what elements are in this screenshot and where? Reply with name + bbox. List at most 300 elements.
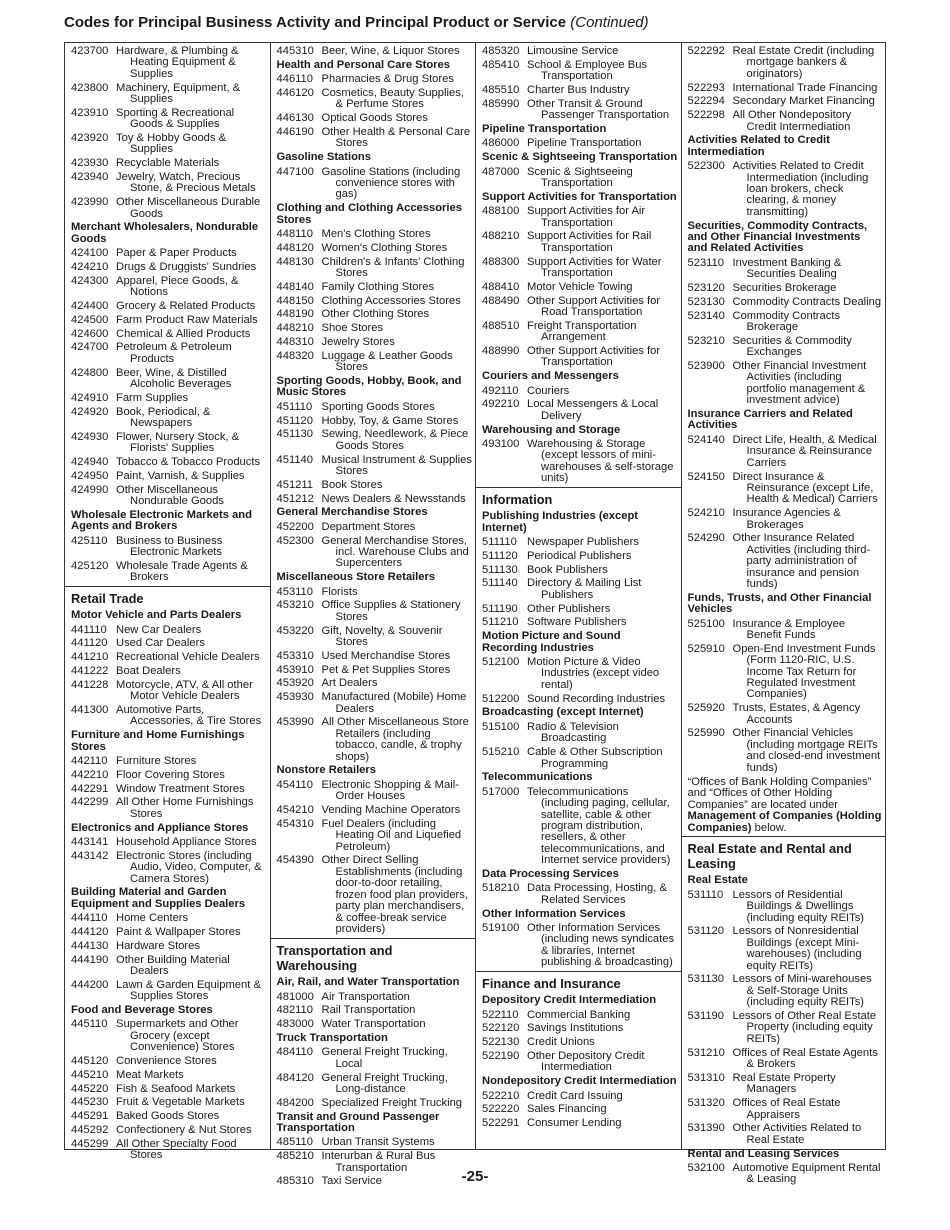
naics-code: 444190 xyxy=(71,953,109,966)
subsector-heading: Broadcasting (except Internet) xyxy=(482,706,644,719)
activity-description: Other Health & Personal Care Stores xyxy=(321,126,471,150)
naics-code: 522291 xyxy=(482,1117,520,1130)
code-entry xyxy=(277,494,473,505)
code-entry xyxy=(71,980,267,1003)
activity-description: Cable & Other Subscription Programming xyxy=(527,746,663,770)
naics-code: 454210 xyxy=(276,804,314,817)
subsector-heading: Food and Beverage Stores xyxy=(71,1004,213,1017)
naics-code: 522130 xyxy=(482,1036,520,1049)
code-entry xyxy=(482,923,678,969)
code-entry xyxy=(71,368,267,391)
naics-code: 423910 xyxy=(71,106,109,119)
naics-code: 424500 xyxy=(71,313,109,326)
naics-code: 522298 xyxy=(687,109,725,122)
activity-description: Real Estate Credit (including mortgage bankers & originators) xyxy=(732,45,875,80)
naics-code: 488990 xyxy=(482,345,520,358)
subsector-heading: Furniture and Home Furnishings Stores xyxy=(71,729,245,753)
naics-code: 523210 xyxy=(687,334,725,347)
code-entry xyxy=(71,1097,267,1108)
subsector-heading: Gasoline Stations xyxy=(276,151,371,164)
code-entry xyxy=(71,797,267,820)
activity-description: Jewelry Stores xyxy=(321,336,395,349)
sector-heading: Transportation and Warehousing xyxy=(271,938,476,973)
title-continued: (Continued) xyxy=(570,14,649,31)
code-entry xyxy=(277,855,473,935)
activity-description: Beer, Wine, & Liquor Stores xyxy=(321,45,460,57)
code-entry xyxy=(482,578,678,601)
code-entry xyxy=(688,890,883,924)
naics-code: 423920 xyxy=(71,132,109,145)
code-entry xyxy=(688,508,883,531)
naics-code: 481000 xyxy=(276,990,314,1003)
code-entry xyxy=(277,402,473,413)
code-entry xyxy=(277,243,473,254)
naics-code: 523120 xyxy=(687,282,725,295)
activity-description: Gasoline Stations (including convenience stores with gas) xyxy=(321,165,461,201)
naics-code: 523110 xyxy=(687,256,725,269)
naics-code: 511110 xyxy=(482,536,517,549)
code-entry xyxy=(277,780,473,803)
naics-code: 445292 xyxy=(71,1124,109,1137)
activity-description: Lessors of Mini-warehouses & Self-Storage Units (including equity REITs) xyxy=(732,973,872,1009)
activity-description: Lessors of Other Real Estate Property (including equity REITs) xyxy=(732,1010,877,1045)
naics-code: 511120 xyxy=(482,549,518,562)
sector-heading: Information xyxy=(476,487,681,507)
activity-description: Software Publishers xyxy=(527,616,627,629)
code-entry xyxy=(277,992,473,1003)
naics-code: 446110 xyxy=(276,73,314,86)
subsector-heading: Activities Related to Credit Intermediation xyxy=(687,134,830,158)
naics-code: 511210 xyxy=(482,616,519,629)
activity-description: Direct Insurance & Reinsurance (except Life, Health & Medical) Carriers xyxy=(732,470,878,506)
activity-description: Automotive Parts, Accessories, & Tire Stores xyxy=(116,704,262,728)
naics-code: 484200 xyxy=(276,1096,314,1109)
activity-description: Electronic Shopping & Mail-Order Houses xyxy=(321,778,459,803)
column-1 xyxy=(64,43,270,1162)
activity-description: Specialized Freight Trucking xyxy=(321,1096,463,1109)
subsector-heading: Merchant Wholesalers, Nondurable Goods xyxy=(71,221,259,245)
code-entry xyxy=(277,587,473,598)
code-entry xyxy=(71,46,267,80)
code-entry xyxy=(688,361,883,407)
code-entry xyxy=(71,837,267,848)
naics-code: 524290 xyxy=(687,532,725,545)
subsector-heading: Motion Picture and Sound Recording Industries xyxy=(482,630,621,654)
code-entry xyxy=(277,1137,473,1148)
activity-description: Electronic Stores (including Audio, Video, Computer, & Camera Stores) xyxy=(116,849,262,885)
code-entry xyxy=(482,167,678,190)
code-entry xyxy=(277,665,473,676)
code-entry xyxy=(688,728,883,774)
naics-code: 524210 xyxy=(687,507,725,520)
subsector-heading: Real Estate xyxy=(687,874,748,887)
code-entry xyxy=(71,315,267,326)
page-title xyxy=(64,14,649,31)
naics-code: 522210 xyxy=(482,1089,520,1102)
naics-code: 524140 xyxy=(687,433,725,446)
naics-code: 525990 xyxy=(687,727,725,740)
naics-code: 441110 xyxy=(71,623,107,636)
code-entry xyxy=(482,1051,678,1074)
activity-description: Other Transit & Ground Passenger Transportation xyxy=(527,97,670,122)
activity-description: Clothing Accessories Stores xyxy=(321,294,461,307)
code-entry xyxy=(277,296,473,307)
naics-code: 441120 xyxy=(71,637,108,650)
activity-description: Other Insurance Related Activities (including third-party administration of insurance and pension funds) xyxy=(732,532,871,590)
code-entry xyxy=(277,1005,473,1016)
naics-code: 448130 xyxy=(276,255,314,268)
code-entry xyxy=(277,309,473,320)
naics-code: 448140 xyxy=(276,280,314,293)
activity-description: Farm Supplies xyxy=(116,391,189,404)
naics-code: 445291 xyxy=(71,1110,109,1123)
code-entry xyxy=(482,747,678,770)
subsector-heading: Support Activities for Transportation xyxy=(482,190,677,203)
naics-code: 524150 xyxy=(687,470,725,483)
naics-code: 531320 xyxy=(687,1097,725,1110)
code-entry xyxy=(482,565,678,576)
code-entry xyxy=(688,926,883,972)
subsector-heading: Warehousing and Storage xyxy=(482,423,621,436)
naics-code: 443142 xyxy=(71,849,109,862)
naics-code: 488410 xyxy=(482,280,520,293)
activity-description: Boat Dealers xyxy=(116,665,181,678)
activity-description: Department Stores xyxy=(321,520,416,533)
code-entry xyxy=(277,229,473,240)
activity-description: Insurance Agencies & Brokerages xyxy=(732,507,841,531)
subsector-heading: Scenic & Sightseeing Transportation xyxy=(482,151,678,164)
activity-description: Real Estate Property Managers xyxy=(732,1071,836,1096)
code-entry xyxy=(482,399,678,422)
naics-code: 511190 xyxy=(482,602,518,615)
activity-description: Securities Brokerage xyxy=(732,282,837,295)
naics-code: 442110 xyxy=(71,755,108,768)
naics-code: 424910 xyxy=(71,391,109,404)
code-entry xyxy=(688,311,883,334)
code-entry xyxy=(277,416,473,427)
naics-code: 443141 xyxy=(71,836,109,849)
naics-code: 531310 xyxy=(687,1071,725,1084)
code-entry xyxy=(482,722,678,745)
code-entry xyxy=(482,1023,678,1034)
naics-code: 452200 xyxy=(276,520,314,533)
naics-code: 424700 xyxy=(71,341,109,354)
activity-description: Florists xyxy=(321,585,358,598)
activity-description: Luggage & Leather Goods Stores xyxy=(321,349,453,374)
activity-description: Rail Transportation xyxy=(321,1004,416,1017)
naics-code: 531390 xyxy=(687,1122,725,1135)
code-entry xyxy=(688,258,883,281)
subsector-heading: Pipeline Transportation xyxy=(482,123,607,135)
code-entry xyxy=(688,161,883,218)
activity-description: Directory & Mailing List Publishers xyxy=(527,577,642,601)
activity-description: Support Activities for Rail Transportation xyxy=(527,230,652,254)
code-entry xyxy=(277,805,473,816)
naics-code: 446130 xyxy=(276,112,314,125)
naics-code: 444200 xyxy=(71,978,109,991)
naics-code: 442210 xyxy=(71,768,109,781)
code-entry xyxy=(71,1070,267,1081)
activity-description: Trusts, Estates, & Agency Accounts xyxy=(732,702,861,726)
subsector-heading: Electronics and Appliance Stores xyxy=(71,821,249,834)
naics-code: 453910 xyxy=(276,663,314,676)
activity-description: Air Transportation xyxy=(321,990,410,1003)
activity-description: Confectionery & Nut Stores xyxy=(116,1124,252,1137)
activity-description: Office Supplies & Stationery Stores xyxy=(321,599,461,623)
activity-description: Periodical Publishers xyxy=(527,549,632,562)
code-entry xyxy=(71,561,267,584)
code-entry xyxy=(71,197,267,220)
code-entry xyxy=(482,321,678,344)
activity-description: Activities Related to Credit Intermediation (including loan brokers, check clearing, & money transmitting) xyxy=(732,160,869,218)
code-entry xyxy=(71,407,267,430)
naics-code: 515210 xyxy=(482,746,520,759)
code-entry xyxy=(71,1084,267,1095)
naics-code: 448120 xyxy=(276,241,314,254)
subsector-heading: Transit and Ground Passenger Transportation xyxy=(276,1110,440,1134)
code-entry xyxy=(482,296,678,319)
naics-code: 454310 xyxy=(276,817,314,830)
activity-description: Commodity Contracts Dealing xyxy=(732,295,882,308)
activity-description: Lawn & Garden Equipment & Supplies Stores xyxy=(116,978,261,1003)
code-entry xyxy=(482,439,678,485)
subsector-heading: Couriers and Messengers xyxy=(482,370,619,383)
naics-code: 488300 xyxy=(482,255,520,268)
subsector-heading: General Merchandise Stores xyxy=(276,506,428,519)
naics-code: 531210 xyxy=(687,1046,725,1059)
naics-code: 448150 xyxy=(276,294,314,307)
subsector-heading: Miscellaneous Store Retailers xyxy=(276,571,436,584)
code-entry xyxy=(71,638,267,649)
naics-code: 531190 xyxy=(687,1010,725,1023)
activity-description: Book Stores xyxy=(321,478,383,491)
naics-code: 522220 xyxy=(482,1103,520,1116)
naics-code: 424990 xyxy=(71,483,109,496)
code-entry xyxy=(71,625,267,636)
code-entry xyxy=(277,113,473,124)
activity-description: Open-End Investment Funds (Form 1120-RIC, U.S. Income Tax Return for Regulated Investment Companies) xyxy=(732,642,876,701)
activity-description: Lessors of Nonresidential Buildings (except Mini-warehouses) (including equity REITs) xyxy=(732,925,862,972)
naics-code: 441300 xyxy=(71,704,109,717)
code-entry xyxy=(482,1010,678,1021)
activity-description: Chemical & Allied Products xyxy=(116,327,251,340)
activity-description: Art Dealers xyxy=(321,677,378,690)
naics-code: 424940 xyxy=(71,456,109,469)
activity-description: Manufactured (Mobile) Home Dealers xyxy=(321,691,467,715)
code-entry xyxy=(277,1019,473,1030)
naics-code: 525920 xyxy=(687,702,725,715)
code-entry xyxy=(71,262,267,273)
naics-code: 523130 xyxy=(687,295,725,308)
activity-description: International Trade Financing xyxy=(732,81,878,94)
naics-code: 523140 xyxy=(687,309,725,322)
activity-description: Book Publishers xyxy=(527,563,608,576)
code-entry xyxy=(277,480,473,491)
code-entry xyxy=(688,83,883,94)
activity-description: Consumer Lending xyxy=(527,1117,622,1130)
activity-description: Sporting Goods Stores xyxy=(321,400,435,413)
naics-code: 446190 xyxy=(276,126,314,138)
code-entry xyxy=(482,46,678,57)
activity-description: General Freight Trucking, Local xyxy=(321,1046,448,1070)
code-entry xyxy=(482,883,678,906)
naics-code: 453920 xyxy=(276,677,314,690)
activity-description: New Car Dealers xyxy=(116,623,202,636)
code-entry xyxy=(482,694,678,705)
code-entry xyxy=(71,83,267,106)
naics-code: 442299 xyxy=(71,796,109,809)
naics-code: 423930 xyxy=(71,157,109,170)
naics-code: 451130 xyxy=(276,428,314,441)
subsector-heading: Nonstore Retailers xyxy=(276,764,376,777)
subsector-heading: Sporting Goods, Hobby, Book, and Music Stores xyxy=(276,375,462,399)
naics-code: 492210 xyxy=(482,398,520,411)
activity-description: Gift, Novelty, & Souvenir Stores xyxy=(321,624,443,649)
code-entry xyxy=(71,471,267,482)
subsector-heading: Motor Vehicle and Parts Dealers xyxy=(71,609,242,622)
code-entry xyxy=(71,941,267,952)
naics-code: 483000 xyxy=(276,1018,314,1031)
naics-code: 522294 xyxy=(687,95,725,108)
naics-code: 424800 xyxy=(71,366,109,379)
subsector-heading: Rental and Leasing Services xyxy=(687,1147,840,1160)
code-entry xyxy=(277,522,473,533)
code-entry xyxy=(482,604,678,615)
naics-code: 511140 xyxy=(482,577,518,590)
code-entry xyxy=(71,536,267,559)
activity-description: Other Miscellaneous Durable Goods xyxy=(116,196,261,220)
code-entry xyxy=(688,297,883,308)
activity-description: Savings Institutions xyxy=(527,1022,624,1035)
activity-description: Floor Covering Stores xyxy=(116,768,225,781)
activity-description: Newspaper Publishers xyxy=(527,536,639,549)
activity-description: Limousine Service xyxy=(527,45,619,57)
note-bold-text: Management of Companies (Holding Companies) xyxy=(687,810,882,834)
naics-code: 451110 xyxy=(276,400,313,413)
code-entry xyxy=(71,851,267,885)
activity-description: Home Centers xyxy=(116,912,189,925)
naics-code: 424920 xyxy=(71,405,109,418)
activity-description: News Dealers & Newsstands xyxy=(321,492,466,505)
code-entry xyxy=(277,717,473,763)
naics-code: 444130 xyxy=(71,939,109,952)
code-entry xyxy=(277,626,473,649)
naics-code: 453310 xyxy=(276,649,314,662)
code-entry xyxy=(71,329,267,340)
code-entry xyxy=(277,337,473,348)
activity-description: Women's Clothing Stores xyxy=(321,241,448,254)
activity-description: Insurance & Employee Benefit Funds xyxy=(732,617,846,641)
naics-code: 444120 xyxy=(71,926,109,939)
code-entry xyxy=(688,283,883,294)
code-entry xyxy=(71,432,267,455)
naics-code: 442291 xyxy=(71,782,109,795)
subsector-heading: Publishing Industries (except Internet) xyxy=(482,510,639,534)
code-entry xyxy=(277,46,473,57)
activity-description: Drugs & Druggists' Sundries xyxy=(116,261,257,274)
activity-description: Sound Recording Industries xyxy=(527,692,666,705)
activity-description: Other Direct Selling Establishments (including door-to-door retailing, frozen food plan providers, party plan merchandisers, & coffee-break service providers) xyxy=(321,854,468,935)
code-entry xyxy=(482,657,678,691)
naics-code: 485410 xyxy=(482,58,520,71)
naics-code: 448320 xyxy=(276,349,314,362)
activity-description: Other Financial Vehicles (including mortgage REITs and closed-end investment funds) xyxy=(732,727,881,774)
code-entry xyxy=(277,600,473,623)
naics-code: 423800 xyxy=(71,81,109,94)
activity-description: Sporting & Recreational Goods & Supplies xyxy=(116,106,235,131)
naics-code: 452300 xyxy=(276,534,314,547)
code-entry xyxy=(71,666,267,677)
code-entry xyxy=(277,1073,473,1096)
naics-code: 493100 xyxy=(482,438,520,451)
naics-code: 512200 xyxy=(482,692,520,705)
code-entry xyxy=(482,1091,678,1102)
code-entry xyxy=(71,248,267,259)
activity-description: Other Building Material Dealers xyxy=(116,953,230,978)
activity-description: Shoe Stores xyxy=(321,322,384,335)
code-entry xyxy=(482,138,678,149)
naics-code: 445230 xyxy=(71,1096,109,1109)
column-3 xyxy=(475,43,681,1149)
activity-description: Automotive Equipment Rental & Leasing xyxy=(732,1161,881,1186)
code-entry xyxy=(688,703,883,726)
naics-code: 485990 xyxy=(482,97,520,110)
page-number: -25- xyxy=(461,1168,489,1185)
code-entry xyxy=(482,282,678,293)
naics-code: 424300 xyxy=(71,274,109,287)
naics-code: 424210 xyxy=(71,261,109,274)
activity-description: Used Car Dealers xyxy=(116,637,205,650)
naics-code: 423700 xyxy=(71,45,109,57)
activity-description: General Merchandise Stores, incl. Warehouse Clubs and Supercenters xyxy=(321,534,469,570)
activity-description: Other Depository Credit Intermediation xyxy=(527,1049,645,1074)
activity-description: Water Transportation xyxy=(321,1018,426,1031)
activity-description: All Other Miscellaneous Store Retailers (including tobacco, candle, & trophy shops) xyxy=(321,716,469,763)
naics-code: 451120 xyxy=(276,414,314,427)
naics-code: 424100 xyxy=(71,247,109,260)
code-entry xyxy=(482,346,678,369)
code-entry xyxy=(688,336,883,359)
code-entry xyxy=(71,1125,267,1136)
activity-description: Support Activities for Air Transportation xyxy=(527,205,646,229)
code-entry xyxy=(71,342,267,365)
naics-code: 531130 xyxy=(687,973,725,986)
naics-code: 424600 xyxy=(71,327,109,340)
code-entry xyxy=(482,537,678,548)
activity-description: Other Financial Investment Activities (including portfolio management & investment advice) xyxy=(732,360,867,407)
code-entry xyxy=(71,756,267,767)
naics-code: 517000 xyxy=(482,785,520,798)
activity-description: All Other Nondepository Credit Intermediation xyxy=(732,109,852,133)
note-text-end: below. xyxy=(751,821,787,834)
naics-code: 423940 xyxy=(71,171,109,184)
subsector-heading: Health and Personal Care Stores xyxy=(276,58,450,71)
code-entry xyxy=(71,108,267,131)
naics-code: 448310 xyxy=(276,336,314,349)
code-entry xyxy=(277,127,473,150)
code-entry xyxy=(277,88,473,111)
naics-code: 451140 xyxy=(276,453,314,466)
activity-description: Taxi Service xyxy=(321,1175,382,1188)
naics-code: 522110 xyxy=(482,1008,519,1021)
naics-code: 444110 xyxy=(71,912,108,925)
code-entry xyxy=(482,551,678,562)
activity-description: Radio & Television Broadcasting xyxy=(527,720,619,745)
activity-description: Local Messengers & Local Delivery xyxy=(527,398,659,422)
activity-description: Other Information Services (including news syndicates & libraries, Internet publishing & broadcasting) xyxy=(527,921,675,969)
naics-code: 485110 xyxy=(276,1136,314,1149)
activity-description: Hobby, Toy, & Game Stores xyxy=(321,414,459,427)
